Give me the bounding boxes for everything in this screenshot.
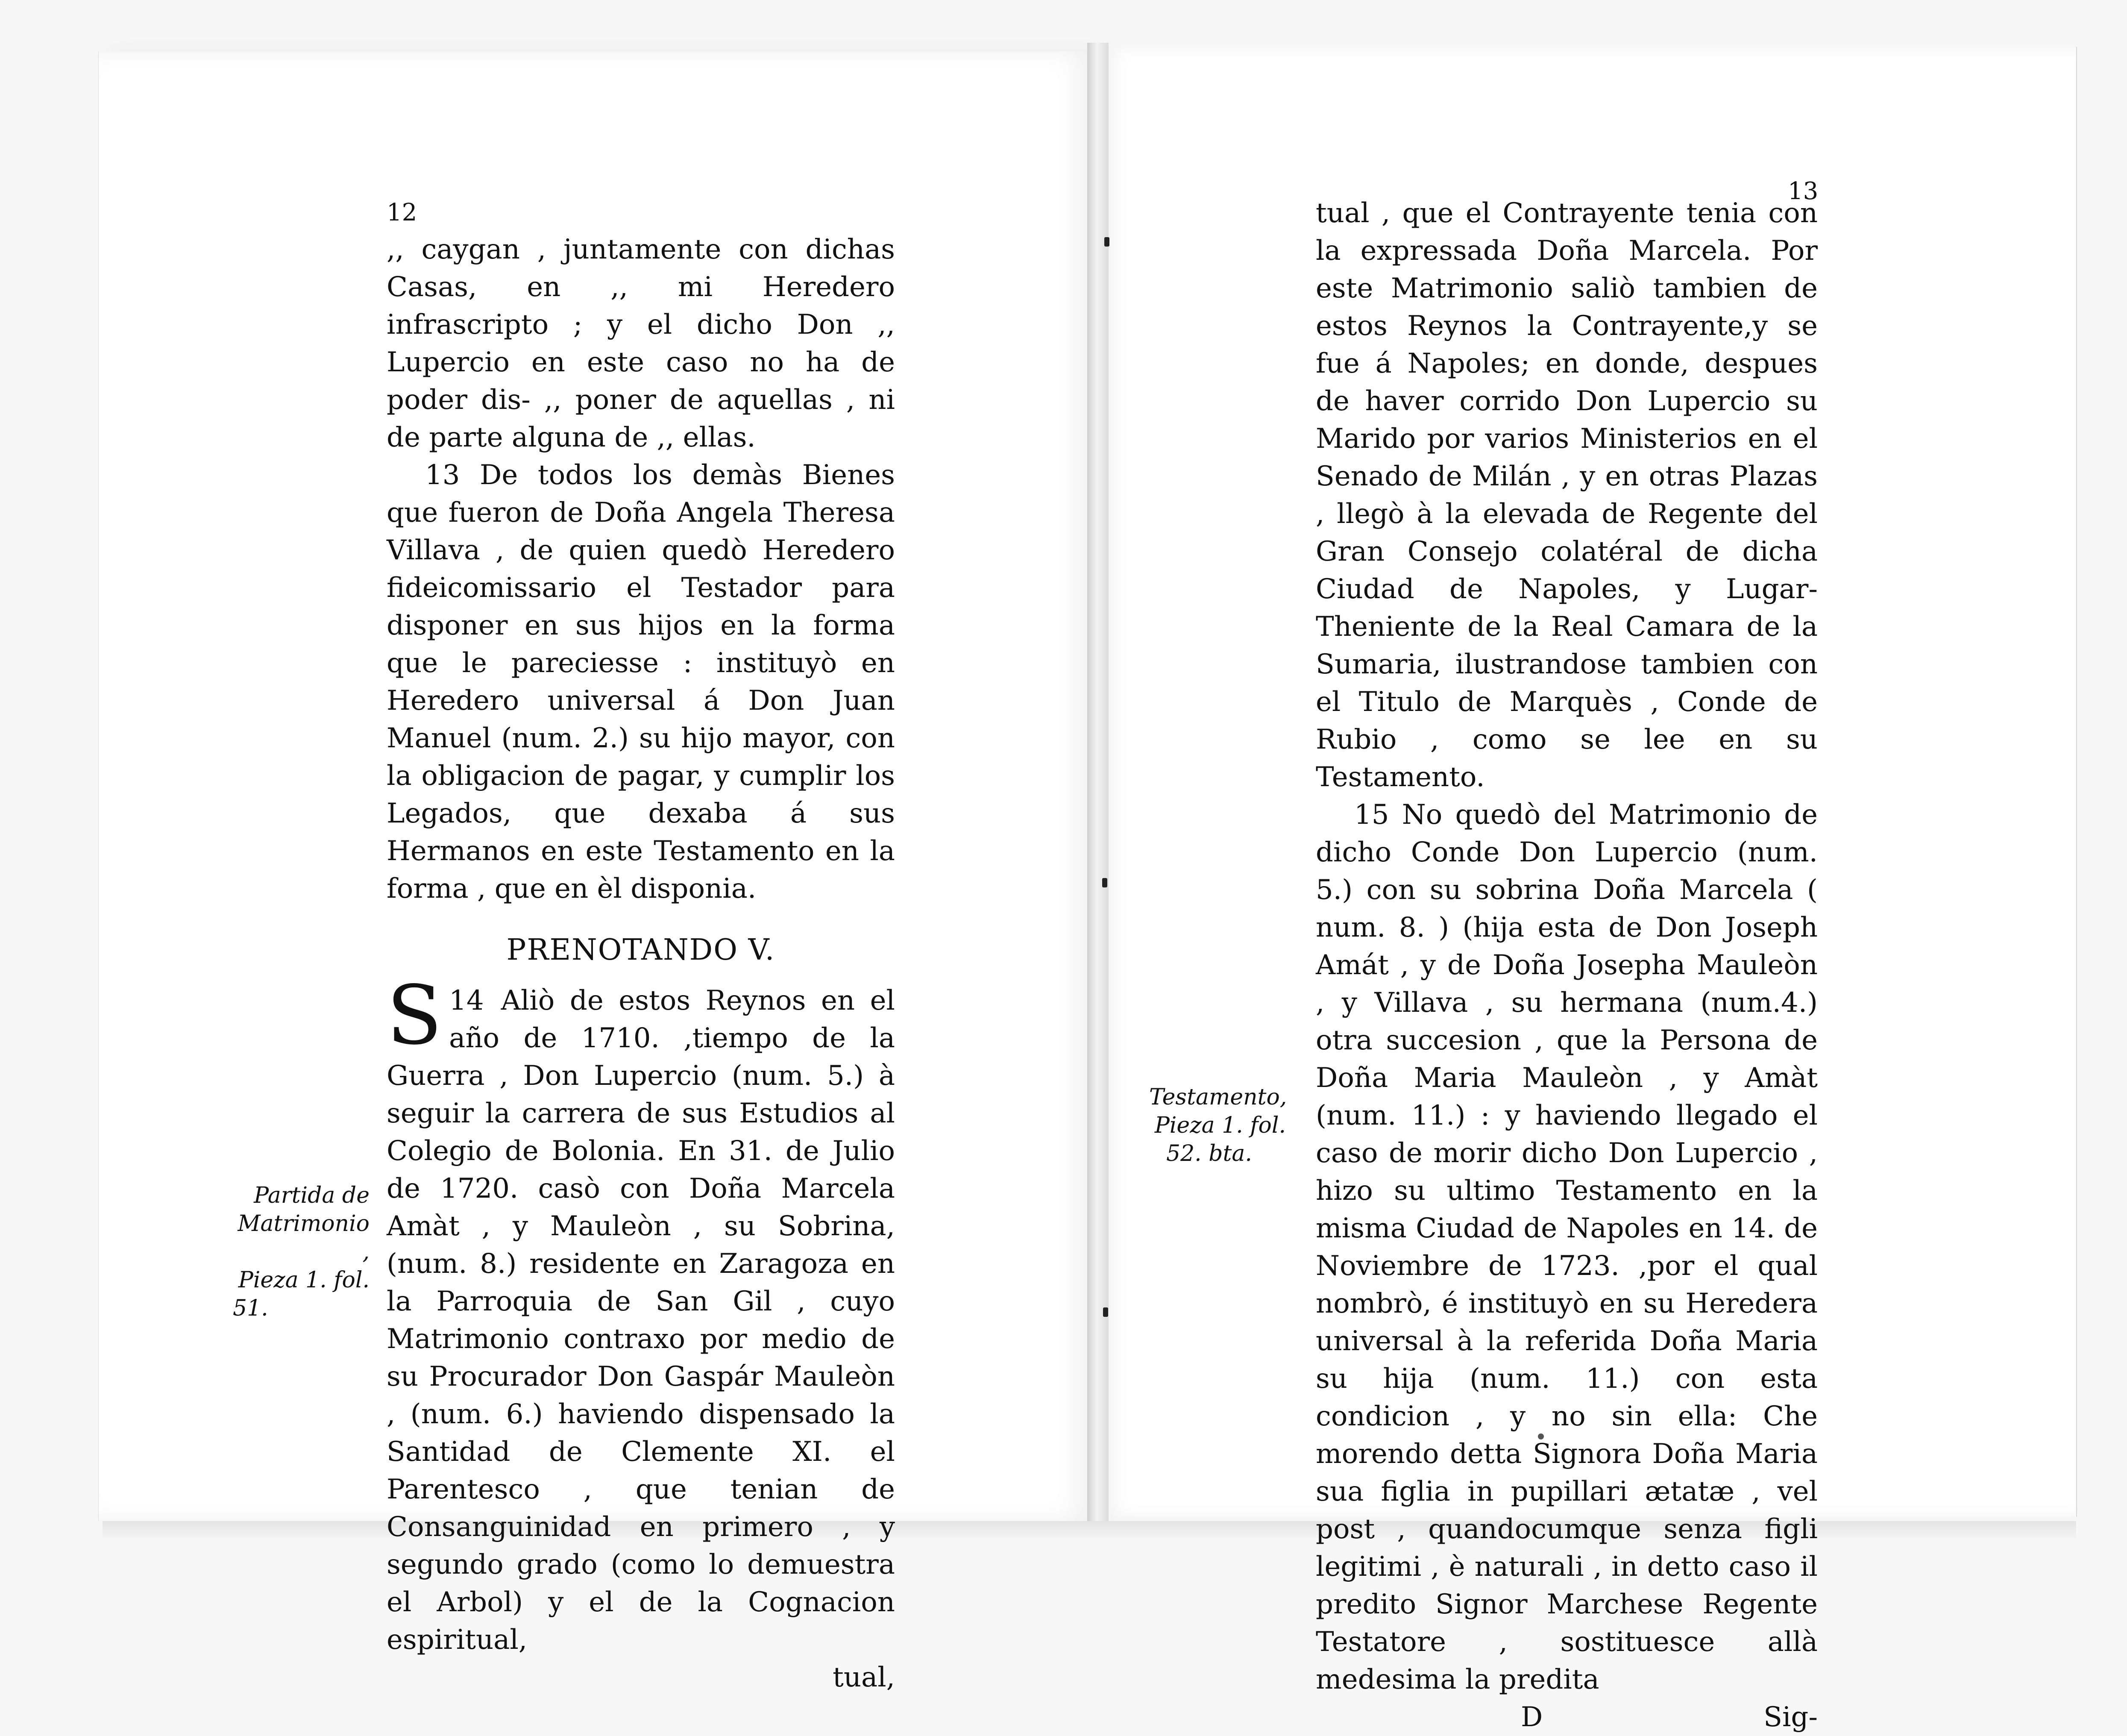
- margin-note-line: Testamento,: [1149, 1084, 1287, 1110]
- margin-note-line: Pieza 1. fol.: [238, 1267, 370, 1293]
- margin-note-line: 51.: [233, 1295, 268, 1321]
- binding-mark: [1102, 878, 1107, 887]
- margin-note-line: Partida de: [254, 1183, 370, 1208]
- paragraph-15: 15 No quedò del Matrimonio de dicho Conde Don Lupercio (num. 5.) con su sobrina Doña Marcela ( num. 8. ) (hija esta de Don Joseph Amát , y de Doña Josepha Mauleòn , y Villava , su hermana (num.4.) otra succesion , que la Persona de Doña Maria Mauleòn , y Amàt (num. 11.) : y haviendo llegado el caso de morir dicho Don Lupercio , hizo su ultimo Testamento en la misma Ciudad de Napoles en 14. de Noviembre de 1723. ,por el qual nombrò, é instituyò en su Heredera universal à la referida Doña Maria su hija (num. 11.) con esta condicion , y no sin ella: Che morendo detta Signora Doña Maria sua figlia in pupillari ætatæ , vel post , quandocumque senza figli legitimi , è naturali , in detto caso il predito Signor Marchese Regente Testatore , sostituesce allà medesima la predita: [1316, 799, 1818, 1695]
- drop-cap: S: [387, 968, 443, 1063]
- page-number-right: 13: [1788, 177, 1819, 205]
- margin-note-line: Pieza 1. fol.: [1154, 1113, 1286, 1138]
- right-column: [1316, 194, 1818, 1736]
- margin-note-line: Matrimonio ,: [238, 1211, 370, 1265]
- continued-paragraph: tual , que el Contrayente tenia con la expressada Doña Marcela. Por este Matrimonio saliò tambien de estos Reynos la Contrayente,y se fue á Napoles; en donde, despues de haver corrido Don Lupercio su Marido por varios Ministerios en el Senado de Milán , y en otras Plazas , llegò à la elevada de Regente del Gran Consejo colatéral de dicha Ciudad de Napoles, y Lugar-Theniente de la Real Camara de la Sumaria, ilustrandose tambien con el Titulo de Marquès , Conde de Rubio , como se lee en su Testamento.: [1316, 197, 1818, 793]
- paragraph-14-text: Aliò de estos Reynos en el año de 1710. ,tiempo de la Guerra , Don Lupercio (num. 5.) à seguir la carrera de sus Estudios al Colegio de Bolonia. En 31. de Julio de 1720. casò con Doña Marcela Amàt , y Mauleòn , su Sobrina, (num. 8.) residente en Zaragoza en la Parroquia de San Gil , cuyo Matrimonio contraxo por medio de su Procurador Don Gaspár Mauleòn , (num. 6.) haviendo dispensado la Santidad de Clemente XI. el Parentesco , que tenian de Consanguinidad en primero , y segundo grado (como lo demuestra el Arbol) y el de la Cognacion espiritual,: [387, 985, 895, 1656]
- section-heading: PRENOTANDO V.: [506, 933, 775, 967]
- paragraph-number: 14: [449, 985, 484, 1016]
- left-column: [387, 231, 895, 1696]
- binding-mark: [1104, 237, 1109, 247]
- catchword-left: tual,: [833, 1662, 895, 1693]
- paragraph-14: [387, 968, 895, 1659]
- page-number-left: 12: [387, 199, 417, 226]
- book-gutter: [1087, 43, 1109, 1530]
- binding-mark: [1103, 1307, 1108, 1317]
- quote-paragraph: ,, caygan , juntamente con dichas Casas, en ,, mi Heredero infrascripto ; y el dicho Don ,, Lupercio en este caso no ha de poder dis- ,, poner de aquellas , ni de parte alguna de ,, ellas.: [387, 234, 895, 453]
- paragraph-13: 13 De todos los demàs Bienes que fueron de Doña Angela Theresa Villava , de quien quedò Heredero fideicomissario el Testador para disponer en sus hijos en la forma que le pareciesse : instituyò en Heredero universal á Don Juan Manuel (num. 2.) su hijo mayor, con la obligacion de pagar, y cumplir los Legados, que dexaba á sus Hermanos en este Testamento en la forma , que en èl disponia.: [387, 459, 895, 905]
- catchword-right: Sig-: [1763, 1701, 1818, 1733]
- margin-note-right: [1149, 1083, 1286, 1168]
- margin-note-left: [233, 1181, 370, 1322]
- signature-mark: D: [1521, 1701, 1543, 1733]
- page-footer-line: [1316, 1698, 1818, 1736]
- margin-note-line: 52. bta.: [1166, 1141, 1252, 1166]
